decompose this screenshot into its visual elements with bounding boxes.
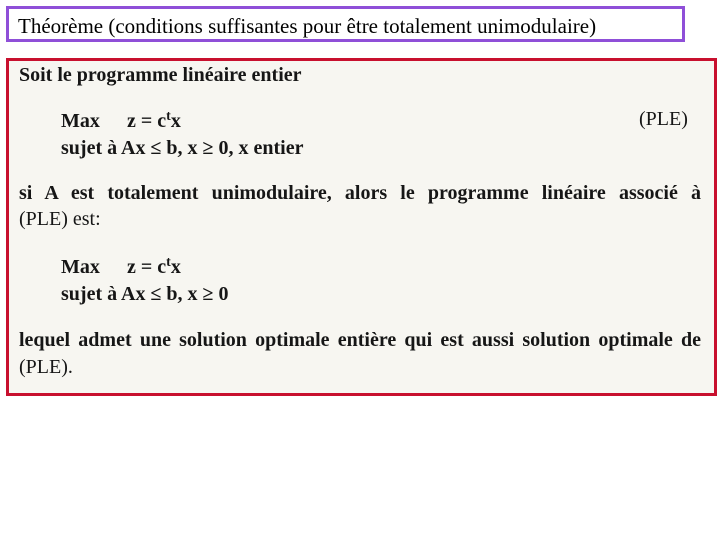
slide-title-box [6,6,685,42]
relaxed-objective-transpose: t [166,255,171,270]
ple-constraint: sujet à Ax ≤ b, x ≥ 0, x entier [61,137,304,159]
slide-title: Théorème (conditions suffisantes pour être totalement unimodulaire) [18,14,597,38]
conclusion-line-1-text: lequel admet une solution optimale entière qui est aussi solution optimale de [19,329,701,351]
statement-line-2: (PLE) est: [19,208,101,230]
conclusion-line-2: (PLE). [19,356,73,378]
theorem-panel [6,58,717,396]
relaxed-objective-pre: z = c [127,256,167,278]
ple-objective-transpose: t [166,109,171,124]
relaxed-objective-var: x [170,256,181,278]
statement-line-1-text: si A est totalement unimodulaire, alors le programme linéaire associé à [19,182,701,204]
ple-max-keyword: Max [61,110,100,132]
ple-objective-var: x [170,110,181,132]
relaxed-constraint: sujet à Ax ≤ b, x ≥ 0 [61,283,229,305]
ple-objective [127,109,181,133]
heading-text: Soit le programme linéaire entier [19,64,302,86]
ple-objective-pre: z = c [127,110,167,132]
relaxed-max-keyword: Max [61,256,100,278]
statement-line-1 [19,181,701,205]
ple-label: (PLE) [639,108,688,130]
conclusion-line-1 [19,328,701,352]
relaxed-objective [127,255,181,279]
